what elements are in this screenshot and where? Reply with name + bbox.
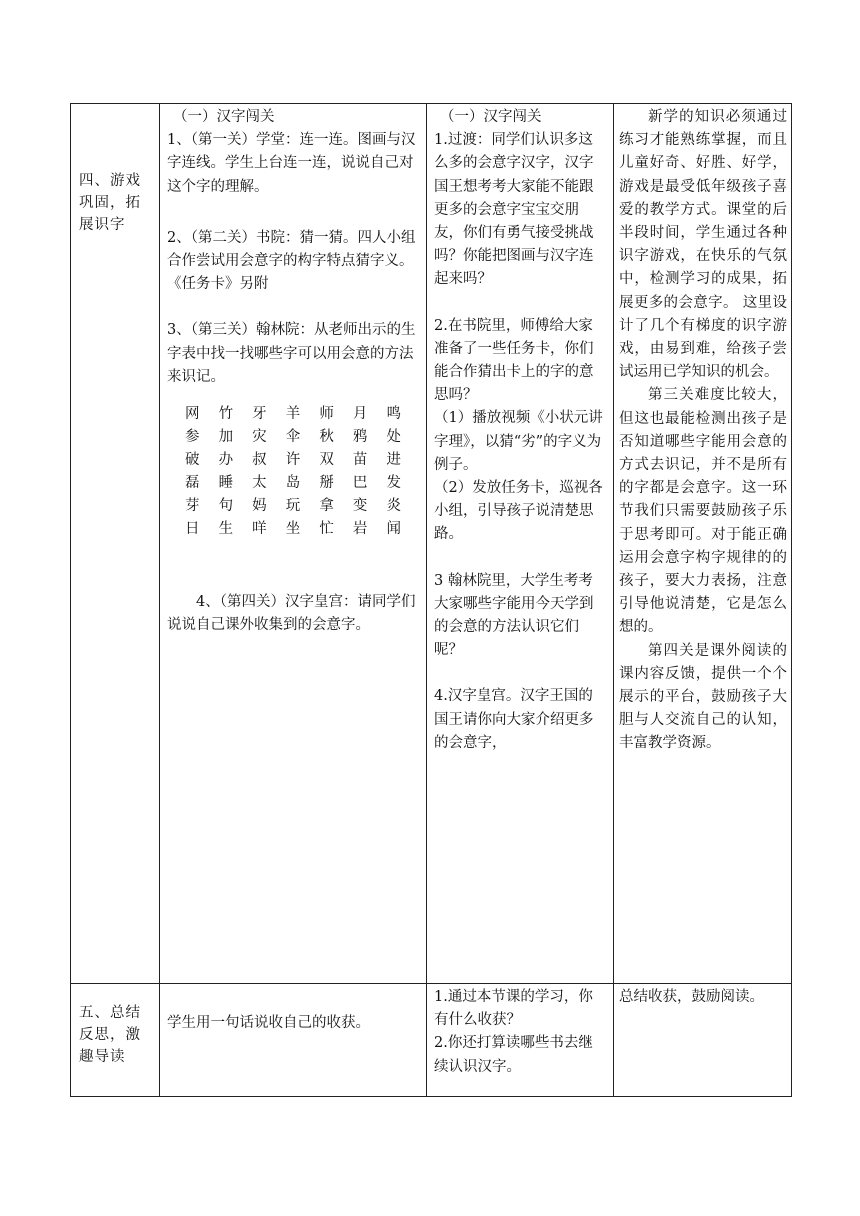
teacher-paragraph: 3 翰林院里，大学生考考大家哪些字能用今天学到的会意的方法认识它们呢？: [434, 572, 594, 659]
level-three-text: 3、（第三关）翰林院：从老师出示的生字表中找一找哪些字可以用会意的方法来识记。: [167, 322, 416, 385]
character-row: [185, 426, 420, 449]
teacher-paragraph: 1.过渡：同学们认识多这么多的会意字汉字，汉字国王想考考大家能不能跟更多的会意字宝宝交朋友，你们有勇气接受挑战吗？你能把图画与汉字连起来吗？: [434, 132, 594, 288]
level-four-text: 4、（第四关）汉字皇宫：请同学们说说自己课外收集到的会意字。: [167, 594, 416, 634]
teacher-paragraph: 2.在书院里，师傅给大家准备了一些任务卡，你们能合作猜出卡上的字的意思吗？: [434, 317, 594, 404]
character-row: [185, 518, 420, 541]
teacher-paragraph: （1）播放视频《小状元讲字理》，以猜“劣”的字义为例子。: [434, 410, 603, 473]
character: 芽: [185, 498, 200, 515]
teacher-paragraph: 2.你还打算读哪些书去继续认识汉字。: [434, 1035, 593, 1075]
character-row: [185, 472, 420, 495]
character: 牙: [252, 406, 267, 423]
character: 鸣: [386, 406, 401, 423]
character-row: [185, 449, 420, 472]
character: 炎: [386, 498, 401, 515]
character: 生: [218, 521, 234, 538]
character: 鸦: [352, 429, 368, 446]
character-row: [185, 403, 420, 426]
student-activity-cell: [160, 984, 427, 1097]
character: 闻: [386, 521, 401, 538]
character: 岩: [352, 521, 368, 538]
stage-cell: [71, 104, 160, 984]
character: 发: [386, 475, 401, 492]
character: 咩: [252, 521, 267, 538]
design-intent-cell: [614, 984, 792, 1097]
section-heading: （一）汉字闯关: [440, 109, 542, 125]
table-row: [71, 104, 792, 984]
character-grid: [185, 403, 420, 541]
level-two-text: 2、（第二关）书院：猜一猜。四人小组合作尝试用会意字的构字特点猜字义。《任务卡》另附: [167, 229, 416, 293]
teacher-activity-cell: [427, 984, 614, 1097]
character: 掰: [319, 475, 334, 492]
design-paragraph: 总结收获，鼓励阅读。: [619, 989, 764, 1005]
character: 忙: [319, 521, 334, 538]
character: 睡: [218, 475, 234, 492]
character: 月: [352, 406, 368, 423]
character: 玩: [285, 498, 301, 515]
character: 坐: [285, 521, 301, 538]
character: 太: [252, 475, 267, 492]
stage-label: 五、总结反思，激趣导读: [79, 1005, 141, 1065]
character: 网: [185, 406, 200, 423]
character: 拿: [319, 498, 334, 515]
design-intent-cell: [614, 104, 792, 984]
character: 加: [218, 429, 234, 446]
character: 双: [319, 452, 334, 469]
character: 句: [218, 498, 234, 515]
teacher-activity-cell: [427, 104, 614, 984]
lesson-plan-table: [70, 103, 792, 1097]
character: 灾: [252, 429, 267, 446]
character: 参: [185, 429, 200, 446]
character: 办: [218, 452, 234, 469]
character: 日: [185, 521, 200, 538]
character: 巴: [352, 475, 368, 492]
character: 岛: [285, 475, 301, 492]
design-paragraph: 第三关难度比较大，但这也最能检测出孩子是否知道哪些字能用会意的方式去识记，并不是所有的字都是会意字。这一环节我们只需要鼓励孩子乐于思考即可。对于能正确运用会意字构字规律的的孩子，要大力表扬，注意引导他说清楚，它是怎么想的。: [619, 387, 787, 636]
character: 变: [352, 498, 368, 515]
design-paragraph: 新学的知识必须通过练习才能熟练掌握，而且儿童好奇、好胜、好学，游戏是最受低年级孩子喜爱的教学方式。课堂的后半段时间，学生通过各种识字游戏，在快乐的气氛中，检测学习的成果，拓展更多的会意字。 这里设计了几个有梯度的识字游戏，由易到难，给孩子尝试运用已学知识的机会。: [619, 109, 787, 381]
character: 师: [319, 406, 334, 423]
character: 竹: [218, 406, 234, 423]
character: 处: [386, 429, 401, 446]
stage-cell: [71, 984, 160, 1097]
teacher-paragraph: 1.通过本节课的学习，你有什么收获？: [434, 989, 593, 1029]
section-heading: （一）汉字闯关: [173, 109, 275, 125]
character: 破: [185, 452, 200, 469]
character: 羊: [285, 406, 301, 423]
character: 许: [285, 452, 301, 469]
design-paragraph: 第四关是课外阅读的课内容反馈，提供一个个展示的平台，鼓励孩子大胆与人交流自己的认知，丰富教学资源。: [619, 642, 787, 752]
teacher-paragraph: 4.汉字皇宫。汉字王国的国王请你向大家介绍更多的会意字，: [434, 688, 594, 751]
table-row: [71, 984, 792, 1097]
level-one-text: 1、（第一关）学堂：连一连。图画与汉字连线。学生上台连一连，说说自己对这个字的理解。: [167, 132, 416, 195]
character: 妈: [252, 498, 267, 515]
stage-label: 四、游戏巩固，拓展识字: [79, 173, 141, 233]
teacher-paragraph: （2）发放任务卡，巡视各小组，引导孩子说清楚思路。: [434, 480, 603, 543]
character: 磊: [185, 475, 200, 492]
student-activity-cell: [160, 104, 427, 984]
character: 进: [386, 452, 401, 469]
character-row: [185, 495, 420, 518]
character: 伞: [285, 429, 301, 446]
character: 秋: [319, 429, 334, 446]
character: 苗: [352, 452, 368, 469]
character: 叔: [252, 452, 267, 469]
student-summary-text: 学生用一句话说收自己的收获。: [167, 1015, 370, 1031]
